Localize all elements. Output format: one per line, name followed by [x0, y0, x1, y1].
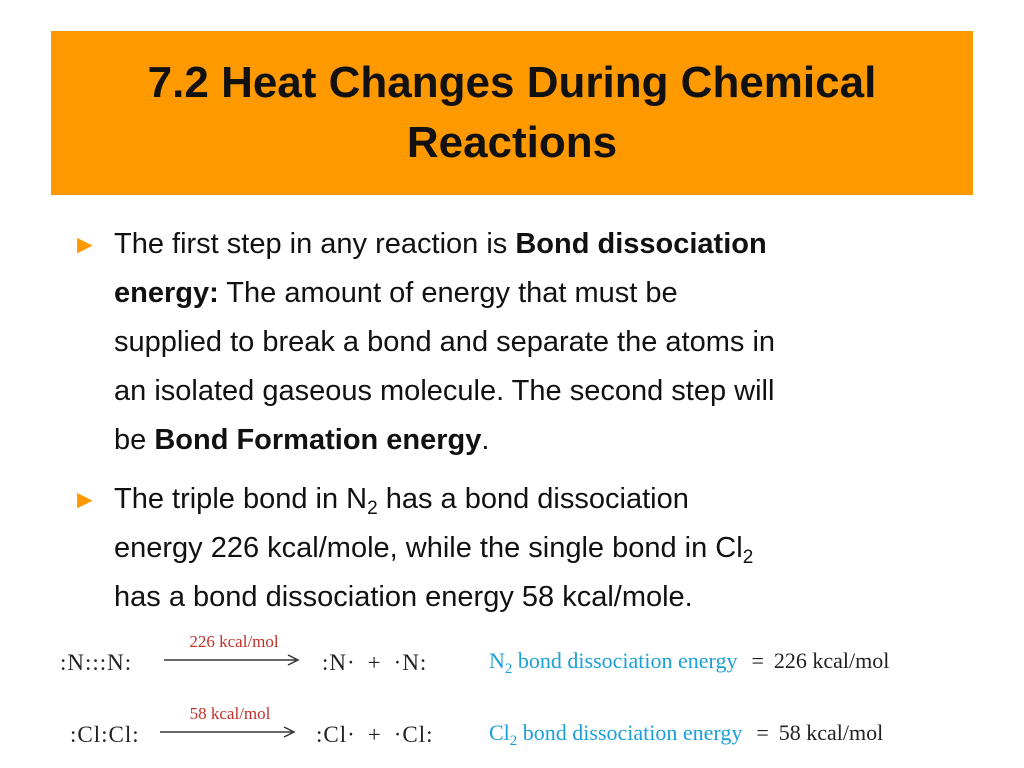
- text-run: N: [489, 648, 505, 673]
- text-run: .: [481, 424, 490, 456]
- product-atom: :N·: [322, 650, 356, 675]
- bond-dissociation-equation: [489, 720, 884, 749]
- bullet-arrow-icon: ►: [72, 229, 98, 259]
- product-atom: ·N:: [393, 650, 428, 675]
- bullet-line: [114, 269, 972, 318]
- bold-term: Bond Formation energy: [154, 424, 482, 456]
- equals-sign: =: [756, 720, 769, 745]
- bullet-line: [114, 524, 972, 573]
- title-banner: [51, 31, 973, 195]
- bold-term: energy:: [114, 277, 219, 309]
- bullet-line: [114, 416, 972, 465]
- bde-value: 58 kcal/mol: [778, 720, 884, 745]
- plus-sign: +: [367, 722, 382, 747]
- bde-label: [489, 648, 738, 677]
- reaction-products: [322, 650, 427, 676]
- slide-title-line-2: Reactions: [406, 118, 618, 167]
- bullet-arrow-icon: ►: [72, 484, 98, 514]
- reaction-n2: [52, 632, 992, 682]
- bullet-line: an isolated gaseous molecule. The second step will: [114, 375, 775, 407]
- text-run: The amount of energy that must be: [218, 277, 678, 309]
- bde-value: 226 kcal/mol: [773, 648, 890, 673]
- text-run: has a bond dissociation: [377, 483, 689, 515]
- bullet-item-triple-bond: [72, 475, 972, 622]
- slide-title-line-1: 7.2 Heat Changes During Chemical: [147, 58, 877, 107]
- reactant-lewis-structure: :N:::N:: [60, 650, 133, 675]
- reaction-condition: 58 kcal/mol: [189, 704, 271, 723]
- bde-label: [489, 720, 743, 749]
- text-run: Cl: [489, 720, 510, 745]
- bond-dissociation-equation: [489, 648, 890, 677]
- reactant-lewis-structure: :Cl:Cl:: [70, 722, 140, 747]
- plus-sign: +: [367, 650, 382, 675]
- bullet-line: has a bond dissociation energy 58 kcal/mole.: [114, 581, 693, 613]
- product-atom: ·Cl:: [393, 722, 434, 747]
- subscript: 2: [509, 733, 518, 749]
- text-run: bond dissociation energy: [517, 720, 743, 745]
- reaction-arrow-icon: [160, 724, 300, 740]
- text-run: The triple bond in N: [114, 483, 368, 515]
- bold-term: Bond dissociation: [515, 228, 767, 260]
- bullet-line: [114, 220, 972, 269]
- text-run: energy 226 kcal/mole, while the single bond in Cl: [114, 532, 743, 564]
- bullet-line: supplied to break a bond and separate the atoms in: [114, 326, 776, 358]
- text-run: The first step in any reaction is: [114, 228, 516, 260]
- equals-sign: =: [751, 648, 764, 673]
- reaction-arrow-icon: [164, 652, 304, 668]
- reaction-cl2: [52, 704, 992, 754]
- subscript: 2: [504, 661, 513, 677]
- bullet-item-bond-dissociation: [72, 220, 972, 465]
- text-run: bond dissociation energy: [512, 648, 738, 673]
- reaction-products: [316, 722, 434, 748]
- reaction-condition: 226 kcal/mol: [189, 632, 279, 651]
- product-atom: :Cl·: [316, 722, 356, 747]
- subscript: 2: [742, 547, 754, 568]
- subscript: 2: [367, 498, 378, 519]
- bullet-list: [72, 220, 972, 622]
- text-run: be: [114, 424, 155, 456]
- bullet-line: [114, 475, 972, 524]
